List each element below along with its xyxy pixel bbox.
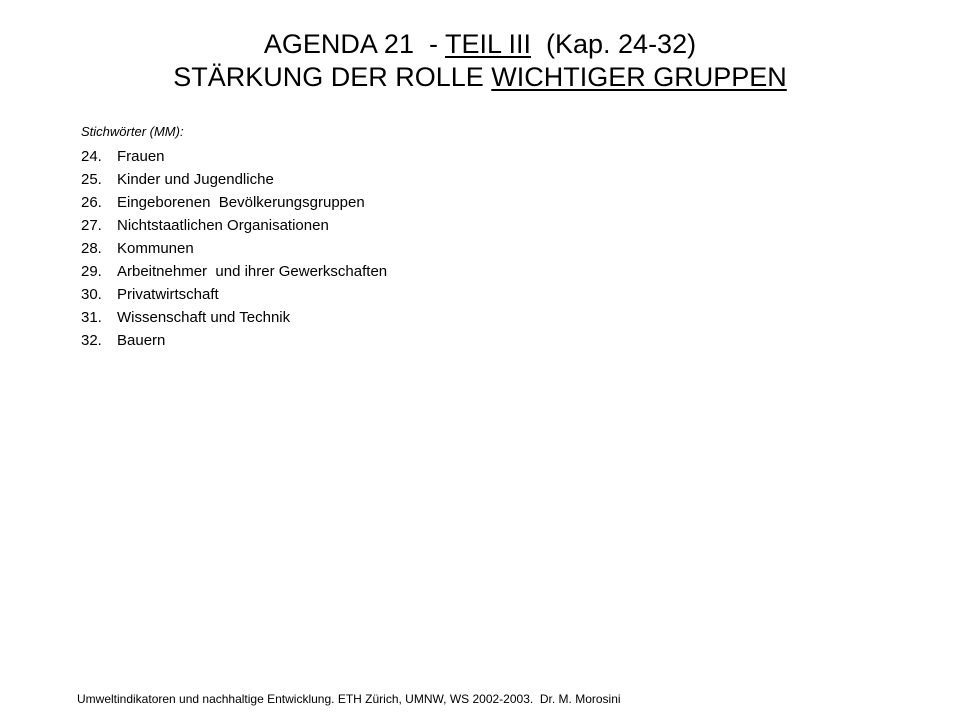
chapter-label: Wissenschaft und Technik [117, 309, 291, 326]
chapter-number: 25. [81, 171, 102, 188]
chapter-label: Arbeitnehmer und ihrer Gewerkschaften [117, 263, 388, 280]
list-item [81, 169, 387, 192]
slide-title [0, 28, 960, 94]
chapter-number: 32. [81, 332, 102, 349]
chapter-label: Kommunen [117, 240, 194, 257]
chapter-number: 27. [81, 217, 102, 234]
chapter-label: Eingeborenen Bevölkerungsgruppen [117, 194, 365, 211]
chapter-label: Frauen [117, 148, 165, 165]
chapter-number: 31. [81, 309, 102, 326]
list-item [81, 238, 387, 261]
list-item [81, 146, 387, 169]
title-line-1-underlined: TEIL III [444, 29, 531, 59]
title-line-1-prefix: AGENDA 21 - [263, 29, 445, 59]
list-item [81, 192, 387, 215]
chapter-number: 29. [81, 263, 102, 280]
chapter-label: Privatwirtschaft [117, 286, 219, 303]
chapter-number: 30. [81, 286, 102, 303]
chapter-label: Nichtstaatlichen Organisationen [117, 217, 329, 234]
chapter-number: 28. [81, 240, 102, 257]
list-item [81, 215, 387, 238]
list-item [81, 330, 387, 353]
footer-credit: Umweltindikatoren und nachhaltige Entwicklung. ETH Zürich, UMNW, WS 2002-2003. Dr. M. Morosini [77, 692, 621, 706]
title-line-2-underlined: WICHTIGER GRUPPEN [491, 62, 787, 92]
title-line-1-suffix: (Kap. 24-32) [531, 29, 697, 59]
title-line-1 [0, 28, 960, 61]
chapter-list [81, 146, 387, 353]
list-item [81, 261, 387, 284]
chapter-label: Kinder und Jugendliche [117, 171, 274, 188]
list-item [81, 307, 387, 330]
title-line-2 [0, 61, 960, 94]
keywords-subtitle: Stichwörter (MM): [81, 124, 184, 139]
chapter-label: Bauern [117, 332, 166, 349]
chapter-number: 24. [81, 148, 102, 165]
list-item [81, 284, 387, 307]
chapter-number: 26. [81, 194, 102, 211]
title-line-2-prefix: STÄRKUNG DER ROLLE [173, 62, 492, 92]
